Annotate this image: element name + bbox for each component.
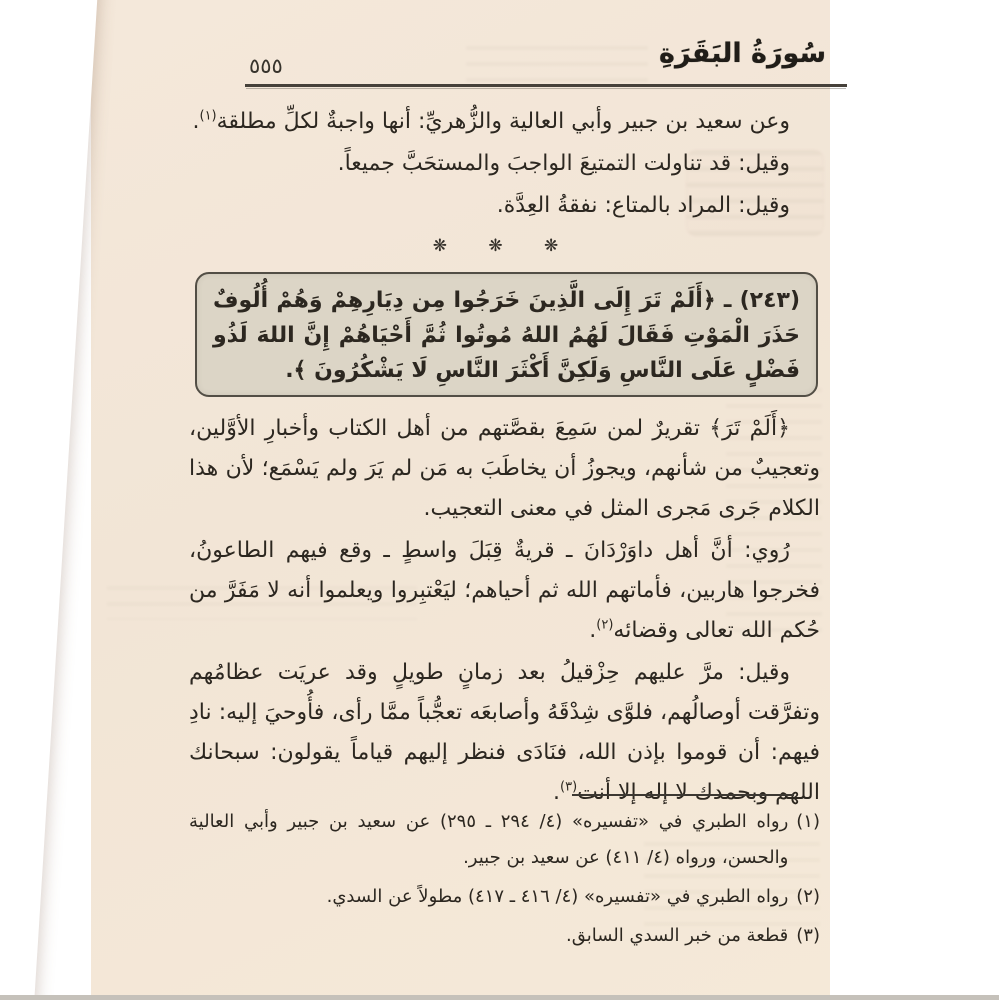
paragraph xyxy=(190,653,821,813)
paper-page xyxy=(92,0,831,1000)
verse-number: (٢٤٣) ـ xyxy=(724,288,801,313)
paragraph-text: رُوي: أنَّ أهل داوَرْدَانَ ـ قريةٌ قِبَلَ واسطٍ ـ وقع فيهم الطاعونُ، فخرجوا هاربين، فأماتهم الله ثم أحياهم؛ ليَعْتبِروا ويعلموا أنه لا مَفَرَّ من حُكم الله تعالى وقضائه xyxy=(190,538,821,643)
surah-title: سُورَةُ البَقَرَةِ xyxy=(660,38,827,69)
section-divider-stars: ❋ ❋ ❋ xyxy=(433,236,578,256)
scan-bottom-edge xyxy=(0,995,1000,1000)
footnote-ref: (١) xyxy=(200,108,218,124)
paragraph xyxy=(190,144,821,184)
paragraph-tail: . xyxy=(554,780,561,805)
paragraph-tail: . xyxy=(193,109,201,134)
footnote xyxy=(190,918,821,954)
footnote-separator-rule xyxy=(573,794,795,796)
header-rule xyxy=(246,84,848,87)
quran-verse-box xyxy=(196,272,819,397)
footnote xyxy=(190,879,821,915)
footnote-number: (٢) xyxy=(797,886,821,907)
footnote xyxy=(190,804,821,876)
footnote-ref: (٢) xyxy=(597,617,615,633)
paragraph-text: وقيل: المراد بالمتاع: نفقةُ العِدَّة. xyxy=(497,193,791,218)
paragraph-text: ﴿أَلَمْ تَرَ﴾ تقريرٌ لمن سَمِعَ بقصَّتهم من أهل الكتاب وأخبارِ الأوَّلين، وتعجيبٌ من شأنهم، ويجوزُ أن يخاطَبَ به مَن لم يَرَ ولم يَسْمَع؛ لأن هذا الكلام جَرى مَجرى المثل في معنى التعجيب. xyxy=(190,416,821,521)
paragraph xyxy=(190,531,821,651)
text-column xyxy=(190,102,821,815)
footnote-number: (١) xyxy=(797,811,821,832)
footnote-ref: (٣) xyxy=(561,779,579,795)
page-number: ٥٥٥ xyxy=(250,54,284,78)
paragraph-tail: . xyxy=(590,618,598,643)
footnotes-section xyxy=(190,794,821,957)
paragraph xyxy=(190,409,821,529)
verse-text: ﴿أَلَمْ تَرَ إِلَى الَّذِينَ خَرَجُوا مِن دِيَارِهِمْ وَهُمْ أُلُوفٌ حَذَرَ الْمَوْتِ فَقَالَ لَهُمُ اللهُ مُوتُوا ثُمَّ أَحْيَاهُمْ إِنَّ اللهَ لَذُو فَضْلٍ عَلَى النَّاسِ وَلَكِنَّ أَكْثَرَ النَّاسِ لَا يَشْكُرُونَ ﴾. xyxy=(214,288,801,383)
footnote-text: رواه الطبري في «تفسيره» (٤/ ٢٩٤ ـ ٢٩٥) عن سعيد بن جبير وأبي العالية والحسن، ورواه (٤/ ٤١١) عن سعيد بن جبير. xyxy=(190,811,790,868)
paragraph xyxy=(190,102,821,142)
book-gutter-margin xyxy=(0,0,102,1000)
paragraph-text: وقيل: مرَّ عليهم حِزْقيلُ بعد زمانٍ طويلٍ وقد عريَت عظامُهم وتفرَّقت أوصالُهم، فلوَّى شِدْقَهُ وأصابعَه تعجُّباً ممَّا رأى، فأُوحيَ إليه: نادِ فيهم: أن قوموا بإذن الله، فنَادَى فنظر إليهم قياماً يقولون: سبحانك اللهم وبحمدك لا إله إلا أنت xyxy=(190,660,821,805)
footnote-text: رواه الطبري في «تفسيره» (٤/ ٤١٦ ـ ٤١٧) مطولاً عن السدي. xyxy=(327,886,790,907)
footnote-text: قطعة من خبر السدي السابق. xyxy=(566,925,790,946)
paragraph-text: وعن سعيد بن جبير وأبي العالية والزُّهريِّ: أنها واجبةٌ لكلِّ مطلقة xyxy=(217,109,791,134)
paragraph xyxy=(190,186,821,226)
paragraph-text: وقيل: قد تناولت التمتيعَ الواجبَ والمستحَبَّ جميعاً. xyxy=(338,151,791,176)
footnote-number: (٣) xyxy=(797,925,821,946)
bleed-through-ghost xyxy=(467,46,649,86)
